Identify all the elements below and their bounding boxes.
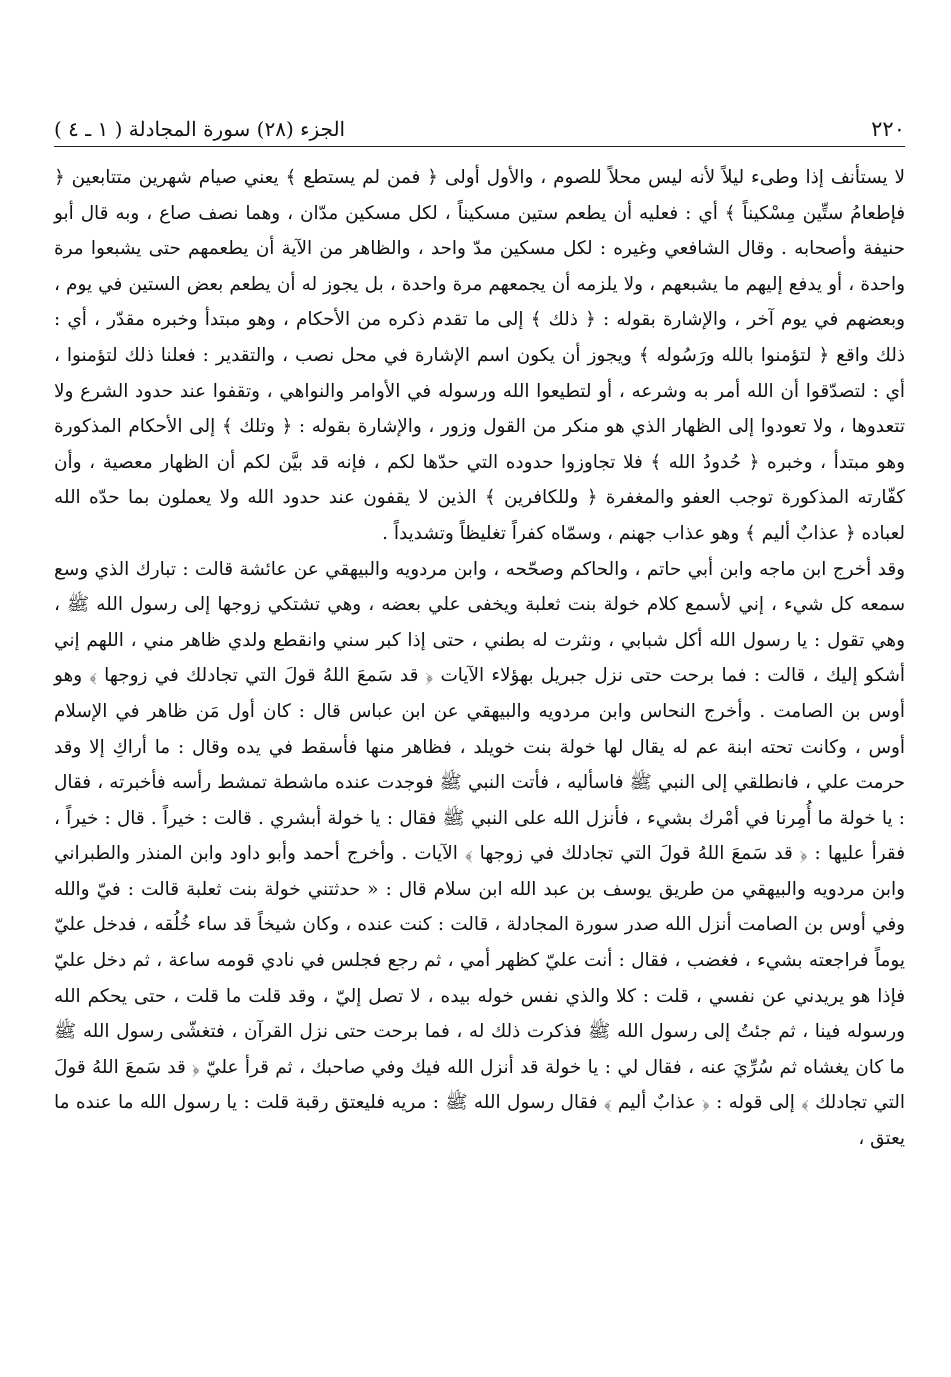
page-number: ٢٢٠ (871, 117, 905, 141)
paragraph-hadith-reports: وقد أخرج ابن ماجه وابن أبي حاتم ، والحاكم وصحّحه ، وابن مردويه والبيهقي عن عائشة قالت : تبارك الذي وسع سمعه كل شيء ، إني لأسمع كلام خولة بنت ثعلبة ويخفى علي بعضه ، وهي تشتكي زوجها إلى رسول الله ﷺ ، وهي تقول : يا رسول الله أكل شبابي ، ونثرت له بطني ، حتى إذا كبر سني وانقطع ولدي ظاهر مني ، اللهم إني أشكو إليك ، قالت : فما برحت حتى نزل جبريل بهؤلاء الآيات ﴿ قد سَمعَ اللهُ قولَ التي تجادلك في زوجها ﴾ وهو أوس بن الصامت . وأخرج النحاس وابن مردويه والبيهقي عن ابن عباس قال : كان أول مَن ظاهر في الإسلام أوس ، وكانت تحته ابنة عم له يقال لها خولة بنت خويلد ، فظاهر منها فأسقط في يده وقال : ما أراكِ إلا وقد حرمت علي ، فانطلقي إلى النبي ﷺ فاسأليه ، فأتت النبي ﷺ فوجدت عنده ماشطة تمشط رأسه فأخبرته ، فقال : يا خولة ما أُمِرنا في أمْرك بشيء ، فأنزل الله على النبي ﷺ فقال : يا خولة أبشري . قالت : خيراً . قال : خيراً ، فقرأ عليها : ﴿ قد سَمعَ اللهُ قولَ التي تجادلك في زوجها ﴾ الآيات . وأخرج أحمد وأبو داود وابن المنذر والطبراني وابن مردويه والبيهقي من طريق يوسف بن عبد الله ابن سلام قال : « حدثتني خولة بنت ثعلبة قالت : فيّ والله وفي أوس بن الصامت أنزل الله صدر سورة المجادلة ، قالت : كنت عنده ، وكان شيخاً قد ساء خُلُقه ، فدخل عليّ يوماً فراجعته بشيء ، فغضب ، فقال : أنت عليّ كظهر أمي ، ثم رجع فجلس في نادي قومه ساعة ، ثم دخل عليّ فإذا هو يريدني عن نفسي ، قلت : كلا والذي نفس خوله بيده ، لا تصل إليّ ، وقد قلت ما قلت ، حتى يحكم الله ورسوله فينا ، ثم جئتُ إلى رسول الله ﷺ فذكرت ذلك له ، فما برحت حتى نزل القرآن ، فتغشّى رسول الله ﷺ ما كان يغشاه ثم سُرِّيَ عنه ، فقال لي : يا خولة قد أنزل الله فيك وفي صاحبك ، ثم قرأ عليّ ﴿ قد سَمعَ اللهُ قولَ التي تجادلك ﴾ إلى قوله : ﴿ عذابٌ أليم ﴾ فقال رسول الله ﷺ : مريه فليعتق رقبة قلت : يا رسول الله ما عنده ما يعتق ، (54, 558, 905, 1150)
running-title: الجزء (٢٨) سورة المجادلة ( ١ ـ ٤ ) (54, 117, 346, 141)
page-header (54, 112, 905, 147)
paragraph-commentary: لا يستأنف إذا وطىء ليلاً لأنه ليس محلاً للصوم ، والأول أولى ﴿ فمن لم يستطع ﴾ يعني صيام شهرين متتابعين ﴿ فإطعامُ ستِّين مِسْكيناً ﴾ أي : فعليه أن يطعم ستين مسكيناً ، لكل مسكين مدّان ، وهما نصف صاع ، وبه قال أبو حنيفة وأصحابه . وقال الشافعي وغيره : لكل مسكين مدّ واحد ، والظاهر من الآية أن يطعمهم حتى يشبعوا مرة واحدة ، أو يدفع إليهم ما يشبعهم ، ولا يلزمه أن يجمعهم مرة واحدة ، بل يجوز له أن يطعم بعض الستين في يوم ، وبعضهم في يوم آخر ، والإشارة بقوله : ﴿ ذلك ﴾ إلى ما تقدم ذكره من الأحكام ، وهو مبتدأ وخبره مقدّر ، أي : ذلك واقع ﴿ لتؤمنوا بالله ورَسُوله ﴾ ويجوز أن يكون اسم الإشارة في محل نصب ، والتقدير : فعلنا ذلك لتؤمنوا ، أي : لتصدّقوا أن الله أمر به وشرعه ، أو لتطيعوا الله ورسوله في الأوامر والنواهي ، وتقفوا عند حدود الشرع ولا تتعدوها ، ولا تعودوا إلى الظهار الذي هو منكر من القول وزور ، والإشارة بقوله : ﴿ وتلك ﴾ إلى الأحكام المذكورة وهو مبتدأ ، وخبره ﴿ حُدودُ الله ﴾ فلا تجاوزوا حدوده التي حدّها لكم ، فإنه قد بيَّن لكم أن الظهار معصية ، وأن كفّارته المذكورة توجب العفو والمغفرة ﴿ وللكافرين ﴾ الذين لا يقفون عند حدود الله ولا يعملون بما حدّه الله لعباده ﴿ عذابٌ أليم ﴾ وهو عذاب جهنم ، وسمّاه كفراً تغليظاً وتشديداً . (54, 167, 905, 544)
page-body (54, 160, 905, 1157)
